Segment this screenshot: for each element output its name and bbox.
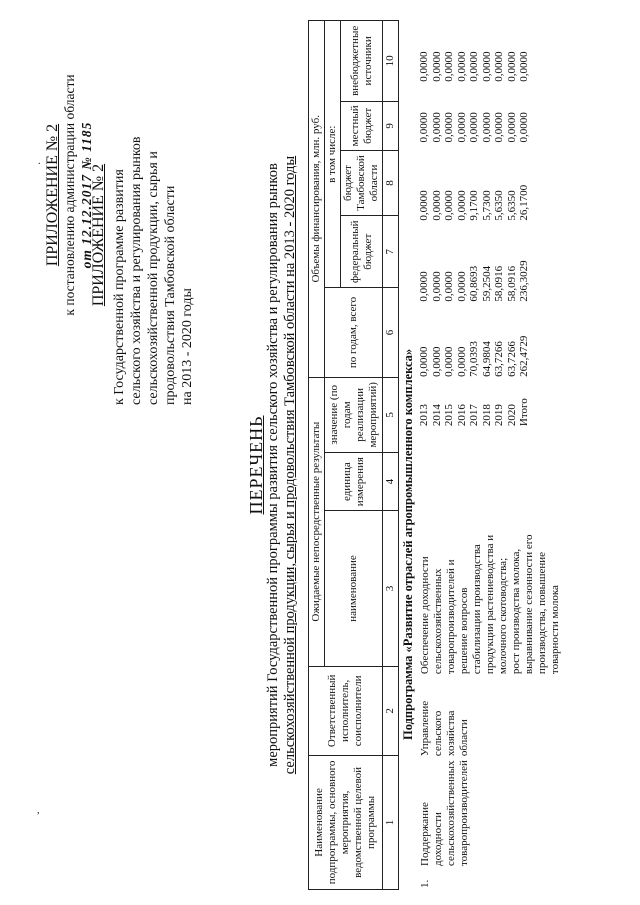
annex-program-line: к Государственной программе развития <box>112 169 127 405</box>
funding-federal: 58,0916 <box>505 265 518 302</box>
funding-federal: 0,0000 <box>443 271 455 302</box>
column-numbers-row <box>383 21 399 890</box>
funding-federal: 59,2504 <box>480 265 493 302</box>
funding-local: 0,0000 <box>455 112 468 143</box>
funding-local: 0,0000 <box>430 112 443 143</box>
funding-local: 0,0000 <box>443 112 455 143</box>
funding-years-table <box>418 20 531 428</box>
funding-year: 2020 <box>505 404 518 427</box>
funding-local: 0,0000 <box>505 112 518 143</box>
annex-order-title: ПРИЛОЖЕНИЕ № 2 <box>44 123 61 267</box>
funding-year: Итого <box>518 398 530 427</box>
funding-year: 2015 <box>443 404 455 427</box>
column-number: 2 <box>383 666 399 755</box>
heading-line-1: мероприятий Государственной программы развития сельского хозяйства и регулирования рынков <box>265 163 281 767</box>
funding-year: 2019 <box>493 404 505 427</box>
row-result-cell <box>418 532 563 676</box>
header-local: местный бюджет <box>341 101 383 150</box>
header-result-name: наименование <box>325 511 383 667</box>
header-result-value: значение (по годам реализации мероприятий) <box>325 377 383 453</box>
annex-program-title: ПРИЛОЖЕНИЕ № 2 <box>90 163 107 307</box>
funding-year-row <box>506 20 519 428</box>
funding-year: 2017 <box>468 404 480 427</box>
funding-regional: 5,6350 <box>493 190 505 221</box>
annex-program-line: продовольствия Тамбовской области <box>163 185 178 405</box>
funding-extra: 0,0000 <box>430 51 443 82</box>
funding-federal: 58,0916 <box>493 265 505 302</box>
funding-total: 64,9804 <box>480 341 493 377</box>
header-federal: федеральный бюджет <box>341 216 383 288</box>
funding-year: 2014 <box>430 404 443 427</box>
header-funding: Объемы финансирования, млн. руб. <box>309 21 325 378</box>
funding-regional: 5,6350 <box>505 190 518 221</box>
funding-local: 0,0000 <box>468 112 480 143</box>
funding-extra: 0,0000 <box>518 51 530 82</box>
heading-title: ПЕРЕЧЕНЬ <box>246 415 266 515</box>
funding-total: 70,0393 <box>468 341 480 377</box>
funding-regional: 0,0000 <box>418 190 430 221</box>
row-result-name: Обеспечение доходности сельскохозяйственных товаропроизводителей и решение вопросов стабилизации производства продукции растениеводства и молочного скотоводства; <box>419 534 509 675</box>
row-name: Поддержание доходности сельскохозяйственных товаропроизводителей <box>419 760 470 866</box>
funding-regional: 0,0000 <box>455 190 468 221</box>
measures-table <box>308 20 563 890</box>
annex-order-block <box>44 45 95 345</box>
funding-extra: 0,0000 <box>468 51 480 82</box>
row-unit <box>418 496 563 532</box>
funding-total: 0,0000 <box>430 346 443 377</box>
funding-local: 0,0000 <box>493 112 505 143</box>
funding-federal: 0,0000 <box>455 271 468 302</box>
funding-year-row <box>493 20 506 428</box>
column-number: 5 <box>383 377 399 453</box>
column-number: 4 <box>383 453 399 511</box>
funding-total: 262,4729 <box>518 335 530 377</box>
funding-federal: 0,0000 <box>418 271 430 302</box>
funding-regional: 5,7300 <box>480 190 493 221</box>
funding-total: 0,0000 <box>418 346 430 377</box>
funding-total: 63,7266 <box>505 341 518 377</box>
row-executor: Управление сельского хозяйства области <box>419 700 470 757</box>
row-value <box>418 428 563 496</box>
annex-program-line: сельскохозяйственной продукции, сырья и <box>146 151 161 405</box>
row-name-cell <box>418 758 563 890</box>
table-row <box>418 20 563 890</box>
funding-federal: 60,8693 <box>468 265 480 302</box>
scan-mark: . <box>38 156 41 167</box>
funding-federal: 0,0000 <box>430 271 443 302</box>
header-results: Ожидаемые непосредственные результаты <box>309 377 325 666</box>
annex-order-date: от 12.12.2017 № 1185 <box>79 121 94 269</box>
funding-federal: 236,3029 <box>518 260 530 302</box>
heading-line-2: сельскохозяйственной продукции, сырья и продовольствия Тамбовской области на 2013 - 2020 годы <box>282 155 298 775</box>
funding-year: 2018 <box>480 404 493 427</box>
funding-extra: 0,0000 <box>455 51 468 82</box>
header-extra: внебюджетные источники <box>341 21 383 102</box>
annex-program-line: сельского хозяйства и регулирования рынков <box>129 136 144 405</box>
funding-extra: 0,0000 <box>480 51 493 82</box>
funding-regional: 0,0000 <box>443 190 455 221</box>
header-including: в том числе: <box>325 21 341 288</box>
funding-total: 0,0000 <box>443 346 455 377</box>
funding-year-row <box>443 20 456 428</box>
row-index: 1. <box>419 879 431 888</box>
table-body <box>418 20 563 890</box>
column-number: 1 <box>383 755 399 889</box>
header-executor: Ответственный исполнитель, соисполнители <box>309 666 383 755</box>
funding-regional: 26,1700 <box>518 184 530 221</box>
funding-local: 0,0000 <box>518 112 530 143</box>
funding-year-row <box>468 20 481 428</box>
funding-year-row <box>431 20 444 428</box>
column-number: 6 <box>383 288 399 377</box>
column-number: 3 <box>383 511 399 667</box>
header-regional: бюджет Тамбовской области <box>341 151 383 216</box>
funding-year: 2013 <box>418 404 430 427</box>
header-result-unit: единица измерения <box>325 453 383 511</box>
column-number: 10 <box>383 21 399 102</box>
scan-mark: , <box>37 805 40 816</box>
funding-extra: 0,0000 <box>443 51 455 82</box>
annex-program-line: на 2013 - 2020 годы <box>180 288 195 405</box>
annex-program-block <box>90 65 196 405</box>
funding-local: 0,0000 <box>480 112 493 143</box>
column-number: 8 <box>383 151 399 216</box>
funding-cell <box>418 20 563 428</box>
column-number: 9 <box>383 101 399 150</box>
header-name: Наименование подпрограммы, основного мероприятия, ведомственной целевой программы <box>309 755 383 889</box>
funding-extra: 0,0000 <box>493 51 505 82</box>
funding-regional: 9,1700 <box>468 190 480 221</box>
funding-year-row <box>481 20 494 428</box>
funding-year-row <box>418 20 431 428</box>
header-by-years: по годам, всего <box>325 288 383 377</box>
funding-regional: 0,0000 <box>430 190 443 221</box>
funding-year: 2016 <box>455 404 468 427</box>
column-number: 7 <box>383 216 399 288</box>
table-header <box>308 20 399 890</box>
annex-order-line: к постановлению администрации области <box>62 74 77 316</box>
funding-total: 63,7266 <box>493 341 505 377</box>
document-heading <box>248 85 299 845</box>
funding-extra: 0,0000 <box>418 51 430 82</box>
funding-local: 0,0000 <box>418 112 430 143</box>
funding-total: 0,0000 <box>455 346 468 377</box>
funding-extra: 0,0000 <box>505 51 518 82</box>
subprogram-title: Подпрограмма «Развитие отраслей агропромышленного комплекса» <box>401 348 415 740</box>
row-result-name-2: рост производства молока, выравнивание сезонности его производства, повышение товарности молока <box>510 534 561 675</box>
funding-year-row <box>456 20 469 428</box>
funding-year-row <box>518 20 531 428</box>
